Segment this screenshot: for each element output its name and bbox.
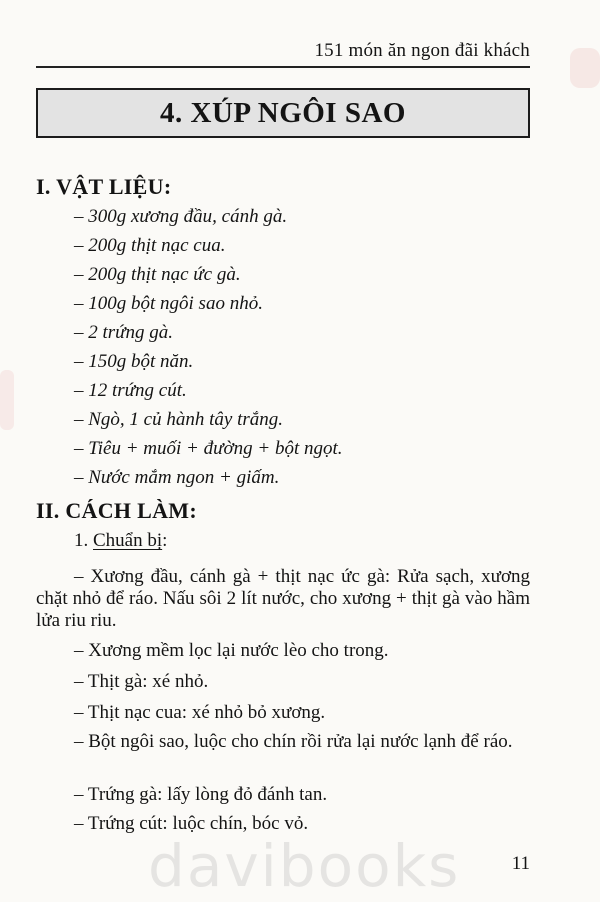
list-item: – Ngò, 1 củ hành tây trắng. (74, 409, 283, 430)
paragraph (36, 566, 530, 632)
list-item: – 200g thịt nạc ức gà. (74, 264, 241, 285)
paragraph-text: – Xương đầu, cánh gà + thịt nạc ức gà: Rửa sạch, xương chặt nhỏ để ráo. Nấu sôi 2 lít nước, cho xương + thịt gà vào hầm lửa riu riu. (36, 566, 530, 631)
materials-heading: I. VẬT LIỆU: (36, 174, 172, 199)
list-item: – 100g bột ngôi sao nhỏ. (74, 293, 263, 314)
header-rule (36, 66, 530, 68)
list-item: – 12 trứng cút. (74, 380, 187, 401)
list-item: – 300g xương đầu, cánh gà. (74, 206, 288, 227)
step-name: Chuẩn bị (93, 530, 163, 551)
watermark: davibooks (148, 832, 461, 900)
list-item: – Nước mắm ngon + giấm. (74, 467, 280, 488)
list-item: – 200g thịt nạc cua. (74, 235, 226, 256)
paragraph-text: – Trứng gà: lấy lòng đỏ đánh tan. (74, 784, 328, 805)
paragraph (36, 640, 530, 662)
list-item: – 150g bột năn. (74, 351, 194, 372)
page-stain (570, 48, 600, 88)
materials-list (74, 202, 343, 492)
paragraph-text: – Thịt gà: xé nhỏ. (74, 671, 209, 692)
page-number: 11 (511, 853, 530, 874)
paragraph-text: – Trứng cút: luộc chín, bóc vỏ. (74, 813, 309, 834)
paragraph-text: – Thịt nạc cua: xé nhỏ bỏ xương. (74, 702, 326, 723)
step-number: 1. (74, 530, 89, 551)
paragraph (36, 671, 530, 693)
recipe-title: 4. XÚP NGÔI SAO (160, 96, 406, 129)
running-header: 151 món ăn ngon đãi khách (314, 40, 530, 61)
paragraph (36, 702, 530, 724)
page-stain (0, 370, 14, 430)
list-item: – 2 trứng gà. (74, 322, 174, 343)
step-colon: : (162, 530, 168, 551)
paragraph (36, 731, 530, 753)
paragraph-text: – Xương mềm lọc lại nước lèo cho trong. (74, 640, 389, 661)
paragraph-text: – Bột ngôi sao, luộc cho chín rồi rửa lại nước lạnh để ráo. (74, 731, 513, 752)
recipe-title-box (36, 88, 530, 138)
list-item: – Tiêu + muối + đường + bột ngọt. (74, 438, 343, 459)
step-title (74, 530, 167, 552)
paragraph (36, 784, 530, 806)
method-heading: II. CÁCH LÀM: (36, 498, 197, 523)
